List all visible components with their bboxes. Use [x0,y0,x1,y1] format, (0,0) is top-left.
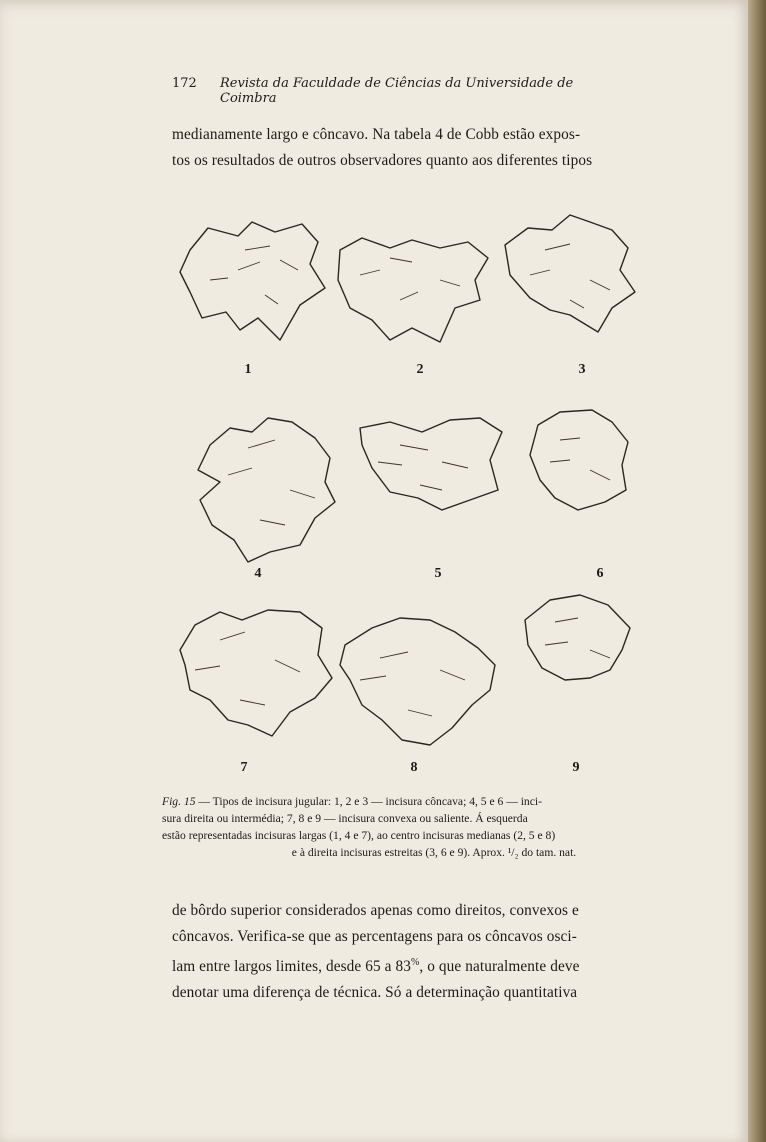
drawing-7 [180,610,332,736]
paragraph-top [172,122,668,174]
line3-percent: % [410,957,420,968]
paragraph-top-line-2: tos os resultados de outros observadores quanto aos diferentes tipos [172,152,593,169]
manubrium-drawings [150,200,670,790]
page-number: 172 [172,76,197,91]
fig-label-9: 9 [572,760,580,775]
caption-line-2: sura direita ou intermédia; 7, 8 e 9 — incisura convexa ou saliente. Á esquerda [162,812,528,825]
fig-label-8: 8 [410,760,418,775]
paragraph-bottom-line-1: de bôrdo superior considerados apenas como direitos, convexos e [172,902,579,919]
drawing-4 [198,418,335,562]
drawing-3 [505,215,635,332]
fig-label-7: 7 [240,760,248,775]
caption-line-4: e à direita incisuras estreitas (3, 6 e 9). Aprox. ¹/₂ do tam. nat. [291,846,577,859]
book-spine [748,0,766,1142]
fig-label-2: 2 [416,362,424,377]
drawing-5 [360,418,502,510]
fig-label-3: 3 [578,362,586,377]
journal-title: Revista da Faculdade de Ciências da Universidade de Coimbra [220,76,574,106]
drawing-8 [340,618,495,745]
fig-label-1: 1 [244,362,252,377]
drawing-1 [180,222,325,340]
fig-label-4: 4 [254,566,262,581]
drawing-2 [338,238,488,342]
line3-before: lam entre largos limites, desde 65 a 83 [172,958,411,976]
paragraph-bottom-line-2: côncavos. Verifica-se que as percentagens para os côncavos osci- [172,928,577,945]
fig-label-5: 5 [434,566,442,581]
caption-line-1: — Tipos de incisura jugular: 1, 2 e 3 — incisura côncava; 4, 5 e 6 — inci- [195,795,542,808]
fig-label-6: 6 [596,566,604,581]
caption-fig-ref: Fig. 15 [162,795,196,808]
figure-caption [162,793,666,861]
drawing-6 [530,410,628,510]
paragraph-bottom [172,898,668,1006]
figure-15 [150,200,670,790]
line3-after: , o que naturalmente deve [419,958,580,976]
paragraph-bottom-line-3 [172,950,668,980]
paragraph-top-line-1: medianamente largo e côncavo. Na tabela 4 de Cobb estão expos- [172,126,581,143]
paragraph-bottom-line-4: denotar uma diferença de técnica. Só a determinação quantitativa [172,984,578,1002]
drawing-9 [525,595,630,680]
caption-line-3: estão representadas incisuras largas (1, 4 e 7), ao centro incisuras medianas (2, 5 e 8) [162,829,556,842]
